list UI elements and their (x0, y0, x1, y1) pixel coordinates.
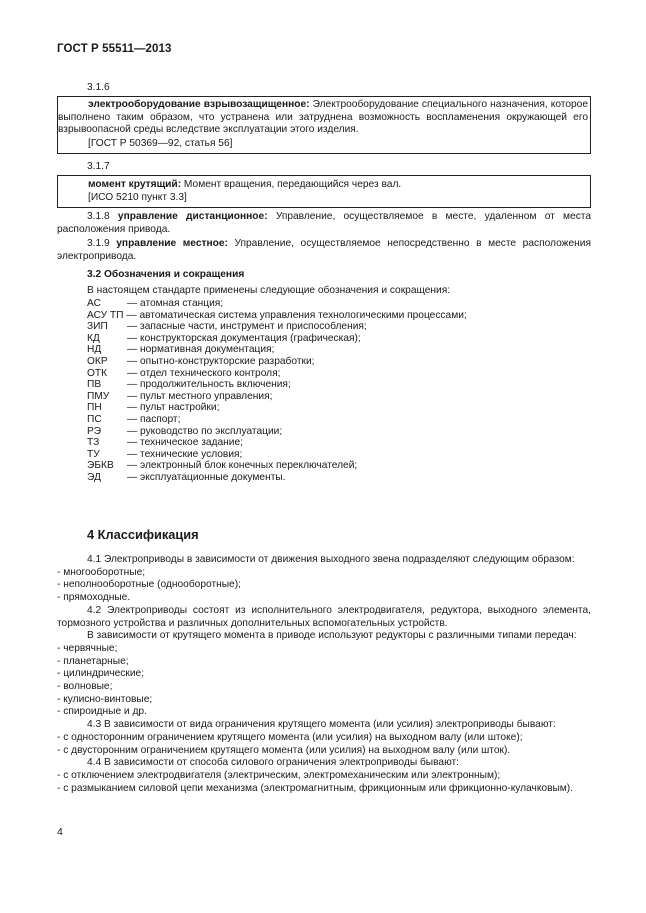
list-4-2 (57, 643, 591, 719)
section-4-title: 4 Классификация (87, 527, 199, 542)
term-number-3-1-7: 3.1.7 (87, 161, 110, 172)
abbreviation-description: — руководство по эксплуатации; (127, 425, 283, 437)
abbreviation-code: ЭБКВ (87, 460, 114, 472)
section-4-body (57, 554, 591, 795)
abbreviation-row (87, 344, 587, 356)
abbreviation-code: ОТК (87, 367, 108, 379)
abbreviation-description: — нормативная документация; (127, 344, 275, 356)
term-3-1-8 (57, 211, 591, 236)
term-number: 3.1.8 (87, 211, 110, 222)
list-item: - многооборотные; (57, 566, 146, 578)
abbreviation-code: ТУ (87, 448, 100, 460)
abbreviation-row (87, 391, 587, 403)
list-item: - кулисно-винтовые; (57, 693, 153, 705)
term-text: Момент вращения, передающийся через вал. (181, 179, 402, 190)
abbreviation-description: — автоматическая система управления технологическими процессами; (126, 309, 467, 321)
abbreviation-row (87, 333, 587, 345)
abbreviation-code: ПС (87, 413, 102, 425)
abbreviation-code: ПМУ (87, 390, 110, 402)
abbreviation-row (87, 472, 587, 484)
list-item: - неполнооборотные (однооборотные); (57, 579, 241, 591)
abbreviation-row (87, 449, 587, 461)
abbreviation-list (87, 298, 587, 484)
abbreviation-description: — эксплуатационные документы. (127, 471, 286, 483)
term-name: управление дистанционное: (117, 211, 268, 222)
abbreviation-code: ОКР (87, 355, 108, 367)
term-name: управление местное: (116, 238, 228, 249)
abbreviation-code: ЗИП (87, 321, 108, 333)
list-4-3 (57, 732, 591, 757)
list-item: - червячные; (57, 642, 118, 654)
abbreviation-code: ПН (87, 402, 102, 414)
abbreviation-code: НД (87, 344, 102, 356)
term-3-1-9 (57, 238, 591, 263)
list-item: - с односторонним ограничением крутящего момента (или усилия) на выходном валу (или штоке); (57, 731, 523, 743)
paragraph-4-1: 4.1 Электроприводы в зависимости от движения выходного звена подразделяют следующим образом: (87, 554, 575, 565)
abbreviation-code: АСУ ТП (87, 309, 124, 321)
term-name: электрооборудование взрывозащищенное: (88, 99, 310, 110)
term-reference-3-1-7: [ИСО 5210 пункт 3.3] (88, 192, 187, 203)
abbreviation-row (87, 414, 587, 426)
list-4-4 (57, 770, 591, 795)
list-item: - с размыканием силовой цепи механизма (электромагнитным, фрикционным или фрикционно-кулачковым). (57, 782, 574, 794)
term-name: момент крутящий: (88, 179, 182, 190)
abbreviation-code: КД (87, 332, 100, 344)
abbreviation-description: — электронный блок конечных переключателей; (127, 460, 358, 472)
section-3-2-title: 3.2 Обозначения и сокращения (87, 269, 245, 280)
abbreviation-row (87, 356, 587, 368)
term-definition-3-1-6 (58, 99, 588, 137)
abbreviation-row (87, 321, 587, 333)
abbreviation-description: — паспорт; (127, 413, 181, 425)
abbreviation-row (87, 368, 587, 380)
abbreviation-row (87, 437, 587, 449)
list-item: - планетарные; (57, 655, 129, 667)
list-item: - волновые; (57, 681, 113, 693)
term-reference-3-1-6: [ГОСТ Р 50369—92, статья 56] (88, 138, 233, 149)
paragraph-4-2b: В зависимости от крутящего момента в приводе используют редукторы с различными типами передач: (87, 630, 577, 642)
abbreviation-row (87, 426, 587, 438)
term-text: Управление, осуществляемое непосредственно в месте расположения электропривода. (57, 238, 591, 262)
abbreviation-description: — технические условия; (127, 448, 243, 460)
abbreviation-description: — отдел технического контроля; (127, 367, 281, 379)
document-header: ГОСТ Р 55511—2013 (57, 43, 172, 55)
abbreviation-row (87, 460, 587, 472)
abbreviation-code: ЭД (87, 471, 101, 483)
list-item: - прямоходные. (57, 592, 131, 604)
term-definition-3-1-7 (88, 179, 401, 192)
abbreviation-row (87, 298, 587, 310)
paragraph-4-4: 4.4 В зависимости от способа силового ограничения электроприводы бывают: (87, 757, 460, 769)
paragraph-4-3: 4.3 В зависимости от вида ограничения крутящего момента (или усилия) электроприводы бывают: (87, 719, 556, 731)
term-text: Управление, осуществляемое в месте, удаленном от места расположения привода. (57, 211, 591, 235)
list-item: - с отключением электродвигателя (электрическим, электромеханическим или электронным); (57, 769, 501, 781)
paragraph-4-2: 4.2 Электроприводы состоят из исполнительного электродвигателя, редуктора, выходного элемента, тормозного устройства и различных дополнительных вспомогательных устройств. (57, 604, 591, 629)
term-text: Электрооборудование специального назначения, которое выполнено таким образом, что устранена или затруднена возможность воспламенения окружающей его взрывоопасной среды вследствие эксплуатации этого изделия. (58, 99, 588, 136)
abbreviation-description: — продолжительность включения; (127, 379, 291, 391)
list-4-1 (57, 567, 591, 605)
term-number-3-1-6: 3.1.6 (87, 82, 110, 93)
abbreviation-description: — техническое задание; (127, 437, 243, 449)
section-3-2-intro: В настоящем стандарте применены следующие обозначения и сокращения: (87, 285, 451, 296)
list-item: - с двусторонним ограничением крутящего момента (или усилия) на выходном валу (или шток). (57, 744, 511, 756)
abbreviation-description: — запасные части, инструмент и приспособления; (127, 321, 367, 333)
list-item: - цилиндрические; (57, 668, 145, 680)
abbreviation-code: ПВ (87, 379, 102, 391)
abbreviation-description: — опытно-конструкторские разработки; (127, 355, 315, 367)
term-number: 3.1.9 (87, 238, 110, 249)
list-item: - спироидные и др. (57, 706, 147, 718)
abbreviation-description: — конструкторская документация (графическая); (127, 332, 361, 344)
abbreviation-description: — пульт настройки; (127, 402, 220, 414)
abbreviation-code: РЭ (87, 425, 102, 437)
term-box-3-1-7 (57, 175, 591, 208)
abbreviation-description: — пульт местного управления; (127, 390, 273, 402)
abbreviation-row (87, 379, 587, 391)
abbreviation-description: — атомная станция; (127, 298, 224, 309)
term-box-3-1-6 (57, 96, 591, 154)
abbreviation-code: АС (87, 298, 101, 309)
abbreviation-row (87, 310, 587, 322)
abbreviation-row (87, 402, 587, 414)
page-number: 4 (57, 826, 63, 838)
abbreviation-code: ТЗ (87, 437, 100, 449)
